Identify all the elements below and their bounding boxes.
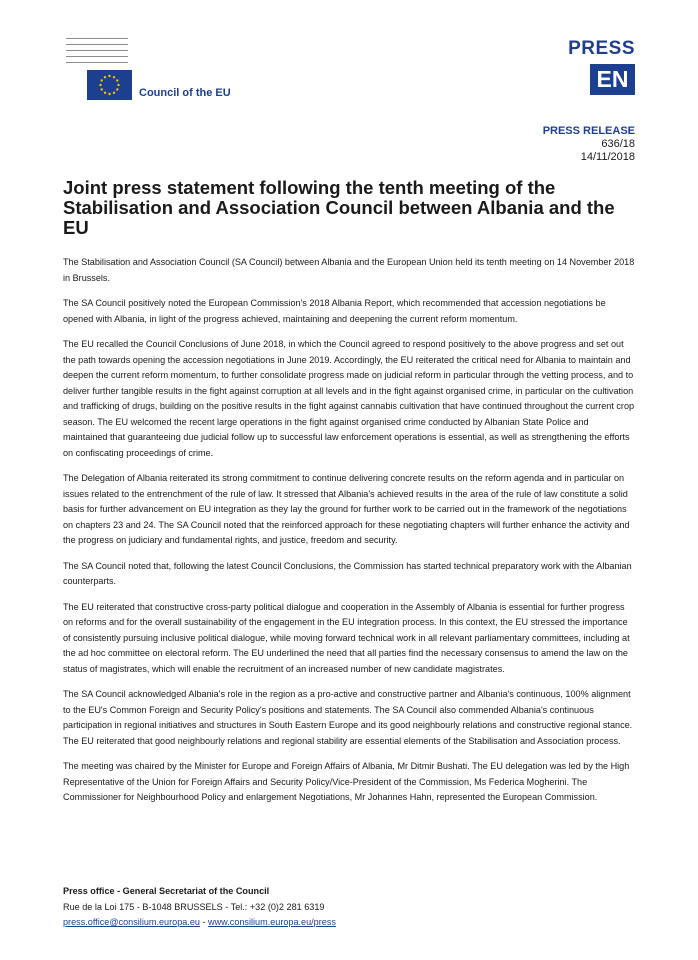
flag-star-icon — [117, 84, 119, 86]
language-badge: EN — [590, 64, 635, 95]
flag-star-icon — [116, 88, 118, 90]
flag-star-icon — [101, 88, 103, 90]
link-separator: - — [199, 917, 209, 927]
contact-address: Rue de la Loi 175 - B-1048 BRUSSELS - Tel.: +32 (0)2 281 6319 — [63, 901, 325, 912]
flag-star-icon — [113, 92, 115, 94]
paragraph: The EU recalled the Council Conclusions of June 2018, in which the Council agreed to respond positively to the above progress and set out the path towards opening the accession negotiations in June 2019. Accordingly, the EU reiterated the critical need for Albania to maintain and deepen the current reform momentum, to further consolidate progress made on judicial reform in particular through the vetting process, and to deliver further tangible results in the fight against corruption at all levels and in the fight against organised crime, in particular on the cultivation and trafficking of drugs, building on the positive results in the fight against cannabis cultivation that have continued throughout the current crop season. The EU welcomed the recent large operations in the fight against organised crime conducted by Albanian State Police and maintained that guaranteeing due judicial follow up to successful law enforcement operations is essential, as well as strengthening the efforts on confiscating proceedings of crime. — [63, 339, 635, 458]
contact-title: Press office - General Secretariat of the Council — [63, 886, 270, 896]
body-text — [63, 255, 635, 816]
flag-star-icon — [99, 84, 101, 86]
paragraph: The Stabilisation and Association Council (SA Council) between Albania and the European Union held its tenth meeting on 14 November 2018 in Brussels. — [63, 257, 635, 283]
flag-star-icon — [104, 92, 106, 94]
contact-links — [63, 915, 336, 931]
release-label: PRESS RELEASE — [542, 125, 635, 137]
flag-star-icon — [101, 79, 103, 81]
flag-star-icon — [108, 75, 110, 77]
header-decorative-lines — [66, 38, 128, 68]
paragraph: The EU reiterated that constructive cross-party political dialogue and cooperation in the Assembly of Albania is essential for further progress on reforms and for the overall sustainability of the engagement in the EU integration process. In this context, the EU stressed the importance of consistently pursuing inclusive political dialogue, while moving forward technical work in all relevant parliamentary committees, including at the ad hoc committee on electoral reform. The EU underlined the need that all parties find the necessary consensus to amend the law on the status of magistrates, which will enable the recruitment of an increased number of new candidate magistrates. — [63, 601, 630, 674]
paragraph: The SA Council acknowledged Albania's role in the region as a pro-active and constructive partner and Albania's continuous, 100% alignment to the EU's Common Foreign and Security Policy's positions and statements. The SA Council also commended Albania's continuous participation in regional initiatives and structures in South Eastern Europe and its good neighbourly relations and constructive regional stance. The EU reiterated that good neighbourly relations and regional stability are essential elements of the Stabilisation and Association process. — [63, 689, 633, 746]
contact-block — [63, 884, 336, 931]
email-link[interactable]: press.office@consilium.europa.eu — [63, 917, 200, 927]
flag-star-icon — [104, 76, 106, 78]
release-info — [543, 125, 635, 164]
flag-star-icon — [116, 79, 118, 81]
paragraph: The SA Council positively noted the European Commission's 2018 Albania Report, which recommended that accession negotiations be opened with Albania, in light of the progress achieved, maintaining and deepening the current reform momentum. — [63, 298, 606, 324]
website-link[interactable]: www.consilium.europa.eu/press — [208, 917, 336, 927]
release-date: 14/11/2018 — [580, 151, 635, 163]
paragraph: The meeting was chaired by the Minister for Europe and Foreign Affairs of Albania, Mr Ditmir Bushati. The EU delegation was led by the High Representative of the Union for Foreign Affairs and Security Policy/Vice-President of the Commission, Ms Federica Mogherini. The Commissioner for Neighbourhood Policy and enlargement Negotiations, Mr Johannes Hahn, represented the European Commission. — [63, 761, 630, 802]
paragraph: The Delegation of Albania reiterated its strong commitment to continue delivering concrete results on the reform agenda and in particular on issues related to the entrenchment of the rule of law. It stressed that Albania's achieved results in the area of the rule of law constitute a solid basis for further advancement on EU integration as they lay the ground for further work to be carried out in the framework of the negotiations on chapters 23 and 24. The SA Council noted that the reinforced approach for these negotiating chapters will further enhance the activity and the progress on judiciary and fundamental rights, and justice, freedom and security. — [63, 473, 630, 545]
release-number: 636/18 — [601, 138, 635, 150]
press-label: PRESS — [568, 38, 635, 59]
organization-name: Council of the EU — [139, 87, 231, 99]
flag-star-icon — [108, 93, 110, 95]
flag-star-icon — [113, 76, 115, 78]
paragraph: The SA Council noted that, following the latest Council Conclusions, the Commission has started technical preparatory work with the Albanian counterparts. — [63, 560, 632, 586]
page-title: Joint press statement following the tenth meeting of the Stabilisation and Association Council between Albania and the EU — [63, 177, 615, 238]
eu-flag-logo — [87, 70, 132, 100]
